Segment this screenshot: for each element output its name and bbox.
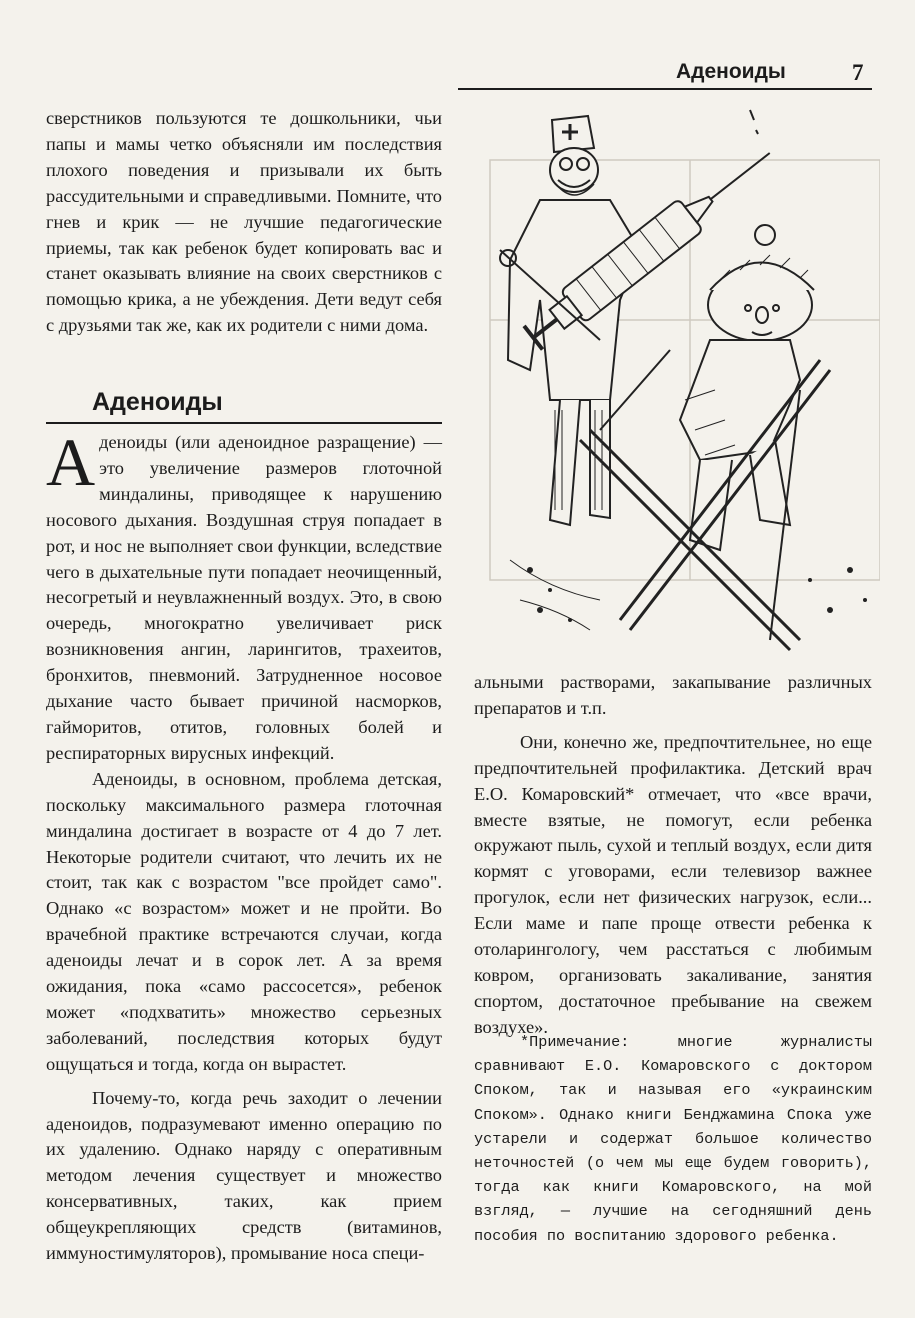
running-head-title: Аденоиды (676, 60, 786, 83)
left-column-top-text (46, 106, 442, 339)
section-rule (46, 422, 442, 424)
footnote-text: *Примечание: многие журналисты сравнивают Е.О. Комаровского с доктором Споком, так и называя его «украинским Споком». Однако книги Бенджамина Спока уже устарели и содержат большое количество неточностей (о чем мы еще будем говорить), тогда как книги Комаровского, на мой взгляд, — лучшие на сегодняшний день пособия по воспитанию здорового ребенка. (474, 1033, 872, 1245)
paragraph-continuation: альными растворами, закапывание различных препаратов и т.п. (474, 672, 872, 718)
right-column-main-text (474, 670, 872, 1041)
left-column-main-text (46, 424, 442, 1267)
paragraph-intro-text: деноиды (или аденоидное разращение) — это увеличение размеров глоточной миндалины, приводящее к нарушению носового дыхания. Воздушная струя попадает в рот, и нос не выполняет свои функции, вследствие чего в дыхательные пути попадает неочищенный, несогретый и неувлажненный воздух. Это, в свою очередь, многократно увеличивает риск возникновения ангин, ларингитов, трахеитов, бронхитов, пневмоний. Затрудненное носовое дыхание часто бывает причиной насморков, гайморитов, отитов, головных болей и респираторных вирусных инфекций. (46, 432, 442, 763)
paragraph-top: сверстников пользуются те дошкольники, чьи папы и мамы четко объясняли им последствия плохого поведения и призывали их быть рассудительными и справедливыми. Помните, что гнев и крик — не лучшие педагогические приемы, так как ребенок будет копировать вас и станет оказывать влияние на своих сверстников с помощью крика, а не убеждения. Дети ведут себя с друзьями так же, как их родители с ними дома. (46, 108, 442, 336)
paragraph-3: Почему-то, когда речь заходит о лечении аденоидов, подразумевают именно операцию по их удалению. Однако наряду с оперативным методом лечения существует и множество консервативных, таких, как прием общеукрепляющих средств (витаминов, иммуностимуляторов), промывание носа специ- (46, 1087, 442, 1264)
drop-cap: А (46, 424, 96, 500)
doctor-syringe-skier-icon (470, 100, 880, 660)
page-number: 7 (852, 60, 864, 85)
paragraph-2: Аденоиды, в основном, проблема детская, поскольку максимального размера глоточная миндалина достигает в возрасте от 4 до 7 лет. Некоторые родители считают, что лечить их не стоит, так как с возрастом "все пройдет само". Однако «с возрастом» может и не пройти. Во врачебной практике встречаются случаи, когда аденоиды лечат и в сорок лет. А за время ожидания, пока «само рассосется», ребенок может «подхватить» множество серьезных заболеваний, последствия которых будут ощущаться и тогда, когда он вырастет. (46, 768, 442, 1074)
footnote (474, 1030, 872, 1248)
paragraph-profilaktika: Они, конечно же, предпочтительнее, но еще предпочтительней профилактика. Детский врач Е.О. Комаровский* отмечает, что «все врачи, вместе взятые, не помогут, если ребенка окружают пыль, сухой и теплый воздух, если дитя кормят с уговорами, если телевизор важнее прогулок, если нет физических нагрузок, если... Если маме и папе проще отвести ребенка к отоларингологу, чем расстаться с любимым ковром, организовать закаливание, занятия спортом, достаточное пребывание на свежем воздухе». (474, 731, 872, 1037)
paragraph-intro (46, 424, 442, 767)
header-rule (458, 88, 872, 90)
section-title: Аденоиды (92, 388, 223, 416)
